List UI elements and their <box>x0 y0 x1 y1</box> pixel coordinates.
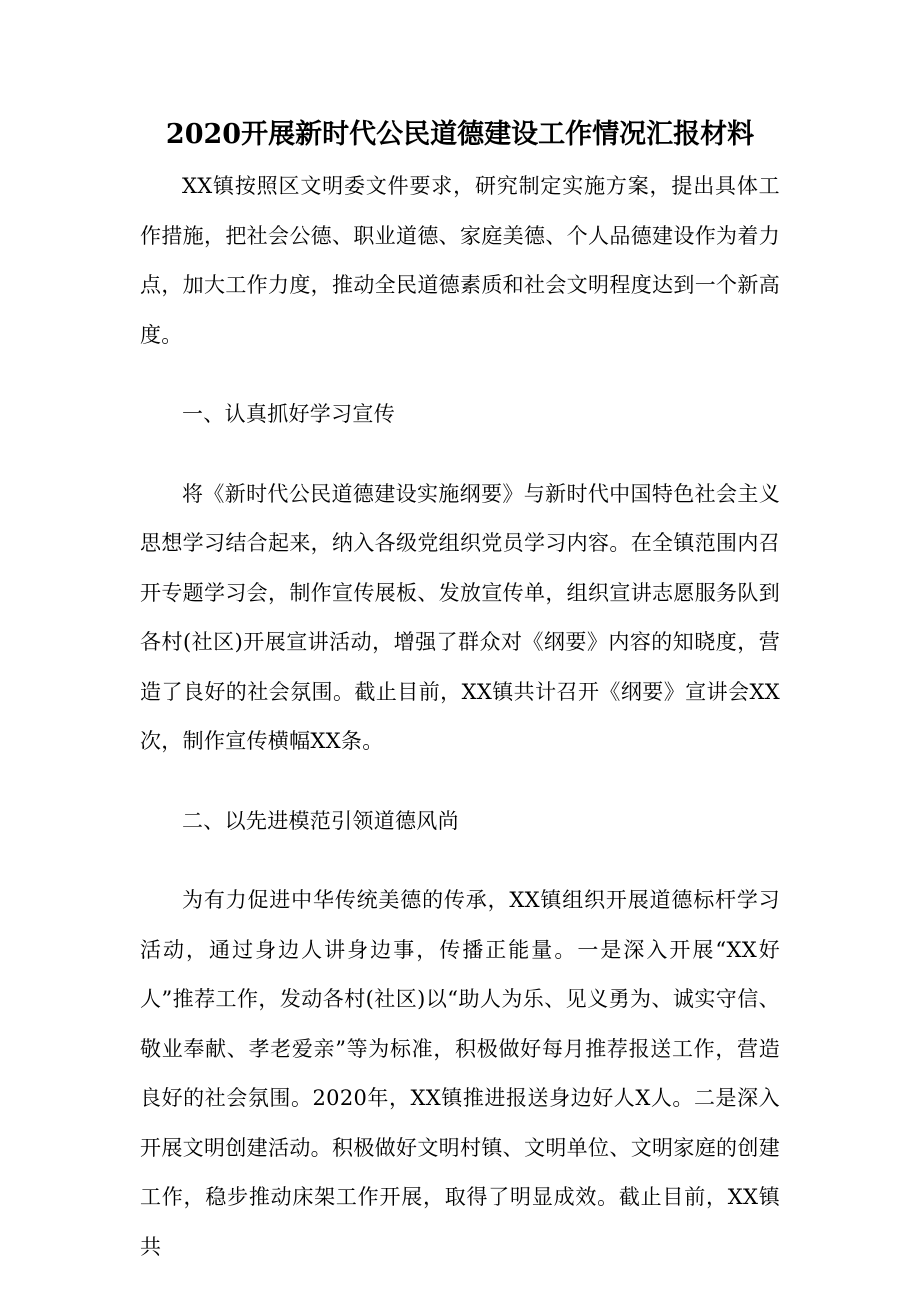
intro-paragraph: XX镇按照区文明委文件要求，研究制定实施方案，提出具体工作措施，把社会公德、职业道德、家庭美德、个人品德建设作为着力点，加大工作力度，推动全民道德素质和社会文明程度达到一个新高度。 <box>140 174 780 347</box>
section-heading-2: 二、以先进模范引领道德风尚 <box>182 808 459 833</box>
document-title: 2020开展新时代公民道德建设工作情况汇报材料 <box>165 119 755 150</box>
section-body-2: 为有力促进中华传统美德的传承，XX镇组织开展道德标杆学习活动，通过身边人讲身边事，传播正能量。一是深入开展“XX好人”推荐工作，发动各村(社区)以“助人为乐、见义勇为、诚实守信、敬业奉献、孝老爱亲”等为标准，积极做好每月推荐报送工作，营造良好的社会氛围。2020年，XX镇推进报送身边好人X人。二是深入开展文明创建活动。积极做好文明村镇、文明单位、文明家庭的创建工作，稳步推动床架工作开展，取得了明显成效。截止目前，XX镇共 <box>140 888 780 1259</box>
section-heading-1: 一、认真抓好学习宣传 <box>182 402 395 426</box>
document-body <box>140 162 780 1302</box>
section-body-1: 将《新时代公民道德建设实施纲要》与新时代中国特色社会主义思想学习结合起来，纳入各级党组织党员学习内容。在全镇范围内召开专题学习会，制作宣传展板、发放宣传单，组织宣讲志愿服务队到各村(社区)开展宣讲活动，增强了群众对《纲要》内容的知晓度，营造了良好的社会氛围。截止目前，XX镇共计召开《纲要》宣讲会XX次，制作宣传横幅XX条。 <box>140 481 780 753</box>
